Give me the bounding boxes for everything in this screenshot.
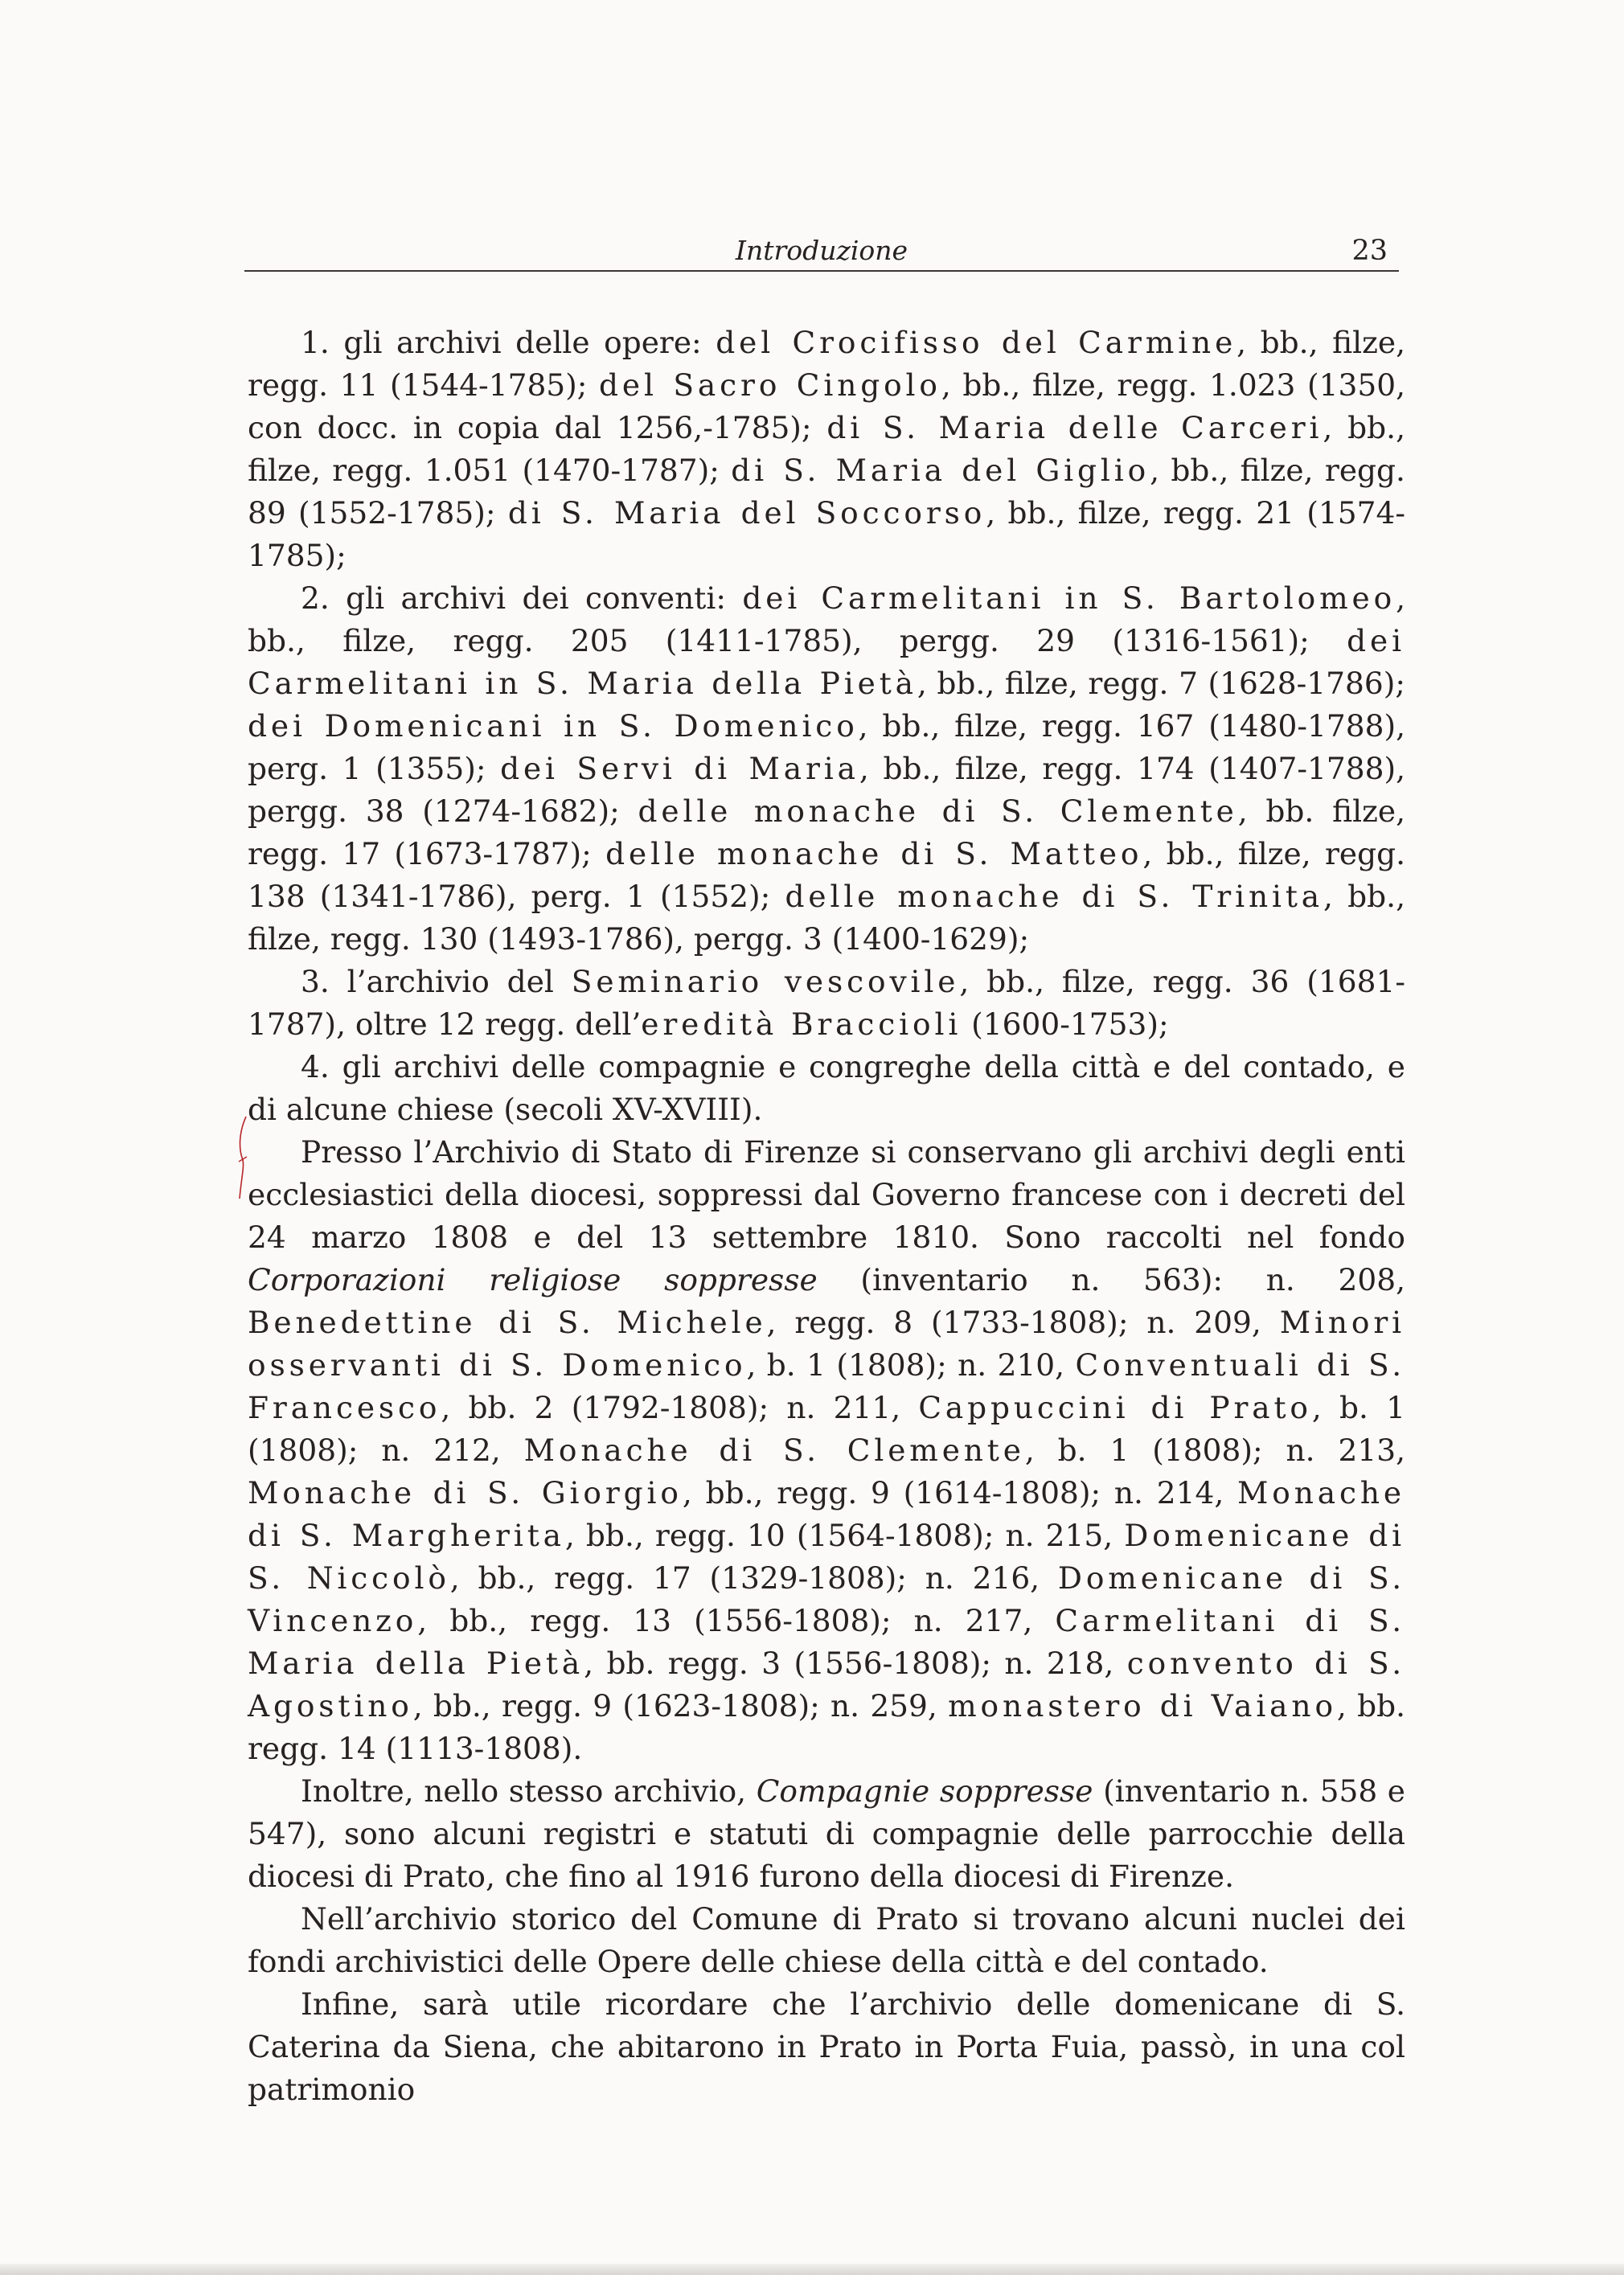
italic-title: Corporazioni religiose soppresse — [248, 1262, 818, 1297]
spaced-name: eredità Braccioli — [641, 1006, 962, 1042]
page-number: 23 — [1351, 235, 1388, 267]
scan-edge — [0, 2264, 1624, 2275]
text-run: , bb., filze, regg. 1.051 (1470-1787); — [248, 410, 1405, 488]
text-run: 1. gli archivi delle opere: — [301, 325, 716, 360]
spaced-name: Seminario vescovile — [571, 964, 960, 999]
text-run: , bb., filze, regg. 174 (1407-1788), pergg. 38 (1274-1682); — [248, 751, 1406, 829]
page-header — [244, 225, 1399, 272]
paragraph — [248, 961, 1405, 1046]
spaced-name: Conventuali di S. Francesco — [248, 1347, 1405, 1425]
spaced-name: del Sacro Cingolo — [599, 367, 941, 403]
spaced-name: delle monache di S. Trinita — [785, 879, 1324, 914]
spaced-name: Domenicane di S. Niccolò — [248, 1518, 1405, 1596]
spaced-name: Carmelitani di S. Maria della Pietà — [248, 1603, 1405, 1681]
text-run: , b. 1 (1808); n. 210, — [746, 1347, 1076, 1383]
spaced-name: Monache di S. Giorgio — [248, 1475, 683, 1511]
spaced-name: convento di S. Agostino — [248, 1646, 1405, 1724]
text-run: 3. l’archivio del — [301, 964, 572, 999]
spaced-name: dei Carmelitani in S. Maria della Pietà — [248, 623, 1405, 701]
text-run: , bb., filze, regg. 130 (1493-1786), pergg. 3 (1400-1629); — [248, 879, 1405, 957]
paragraph — [248, 1983, 1405, 2111]
spaced-name: di S. Maria delle Carceri — [826, 410, 1323, 445]
text-run: , b. 1 (1808); n. 212, — [248, 1390, 1406, 1468]
italic-title: Compagnie soppresse — [756, 1773, 1093, 1809]
paragraph — [248, 577, 1405, 961]
text-run: , bb., filze, regg. 205 (1411-1785), pergg. 29 (1316-1561); — [248, 580, 1405, 658]
spaced-name: delle monache di S. Matteo — [605, 836, 1143, 871]
paragraph — [248, 1131, 1405, 1770]
text-run: (inventario n. 563): n. 208, — [817, 1262, 1406, 1297]
text-run: , bb. regg. 3 (1556-1808); n. 218, — [584, 1646, 1127, 1681]
text-run: , bb., regg. 10 (1564-1808); n. 215, — [564, 1518, 1125, 1553]
paragraph — [248, 1770, 1405, 1898]
spaced-name: dei Servi di Maria — [500, 751, 859, 786]
spaced-name: Monache di S. Margherita — [248, 1475, 1405, 1553]
spaced-name: Domenicane di S. Vincenzo — [248, 1560, 1405, 1638]
text-run: , bb., filze, regg. 7 (1628-1786); — [917, 666, 1405, 701]
spaced-name: Benedettine di S. Michele — [248, 1305, 767, 1340]
text-run: Nell’archivio storico del Comune di Prato si trovano alcuni nuclei dei fondi archivistici delle Opere delle chiese della città e del contado. — [248, 1901, 1405, 1979]
text-run: Inoltre, nello stesso archivio, — [301, 1773, 757, 1809]
body-text — [248, 322, 1405, 2111]
text-run: , bb., regg. 17 (1329-1808); n. 216, — [449, 1560, 1058, 1596]
paragraph — [248, 1046, 1405, 1131]
text-run: Infine, sarà utile ricordare che l’archivio delle domenicane di S. Caterina da Siena, che abitarono in Prato in Porta Fuia, passò, in una col patrimonio — [248, 1986, 1405, 2107]
spaced-name: Monache di S. Clemente — [523, 1433, 1025, 1468]
spaced-name: Minori osservanti di S. Domenico — [248, 1305, 1405, 1383]
text-run: , bb. 2 (1792-1808); n. 211, — [441, 1390, 919, 1425]
spaced-name: dei Domenicani in S. Domenico — [248, 708, 859, 744]
text-run: , bb., filze, regg. 138 (1341-1786), perg. 1 (1552); — [248, 836, 1405, 914]
text-run: , bb. filze, regg. 17 (1673-1787); — [248, 793, 1405, 871]
spaced-name: di S. Maria del Giglio — [731, 453, 1150, 488]
text-run: , bb., filze, regg. 36 (1681-1787), oltre 12 regg. dell’ — [248, 964, 1405, 1042]
text-run: , bb., filze, regg. 1.023 (1350, con docc. in copia dal 1256,-1785); — [248, 367, 1405, 445]
spaced-name: del Crocifisso del Carmine — [716, 325, 1237, 360]
spaced-name: monastero di Vaiano — [948, 1688, 1337, 1724]
text-run: , bb., regg. 13 (1556-1808); n. 217, — [417, 1603, 1056, 1638]
paragraph — [248, 322, 1405, 577]
text-run: , bb., filze, regg. 167 (1480-1788), perg. 1 (1355); — [248, 708, 1405, 786]
text-run: , b. 1 (1808); n. 213, — [1024, 1433, 1406, 1468]
paragraph — [248, 1898, 1405, 1983]
text-run: , bb., filze, regg. 11 (1544-1785); — [248, 325, 1405, 403]
spaced-name: delle monache di S. Clemente — [638, 793, 1238, 829]
text-run: , bb. regg. 14 (1113-1808). — [248, 1688, 1405, 1766]
text-run: , bb., regg. 9 (1623-1808); n. 259, — [412, 1688, 949, 1724]
text-run: , bb., filze, regg. 89 (1552-1785); — [248, 453, 1405, 531]
text-run: , bb., filze, regg. 21 (1574-1785); — [248, 495, 1405, 573]
text-run: , regg. 8 (1733-1808); n. 209, — [766, 1305, 1280, 1340]
text-run: 2. gli archivi dei conventi: — [301, 580, 743, 616]
text-run: Presso l’Archivio di Stato di Firenze si conservano gli archivi degli enti ecclesiastici della diocesi, soppressi dal Governo francese con i decreti del 24 marzo 1808 e del 13 settembre 1810. Sono raccolti nel fondo — [248, 1134, 1405, 1255]
text-run: (1600-1753); — [962, 1006, 1169, 1042]
red-pen-mark — [236, 1115, 249, 1202]
text-run: (inventario n. 558 e 547), sono alcuni registri e statuti di compagnie delle parrocchie della diocesi di Prato, che fino al 1916 furono della diocesi di Firenze. — [248, 1773, 1405, 1894]
text-run: , bb., regg. 9 (1614-1808); n. 214, — [682, 1475, 1238, 1511]
text-run: 4. gli archivi delle compagnie e congreghe della città e del contado, e di alcune chiese (secoli XV-XVIII). — [248, 1049, 1405, 1127]
running-title: Introduzione — [735, 235, 908, 266]
spaced-name: di S. Maria del Soccorso — [507, 495, 986, 531]
spaced-name: dei Carmelitani in S. Bartolomeo — [742, 580, 1396, 616]
spaced-name: Cappuccini di Prato — [918, 1390, 1312, 1425]
